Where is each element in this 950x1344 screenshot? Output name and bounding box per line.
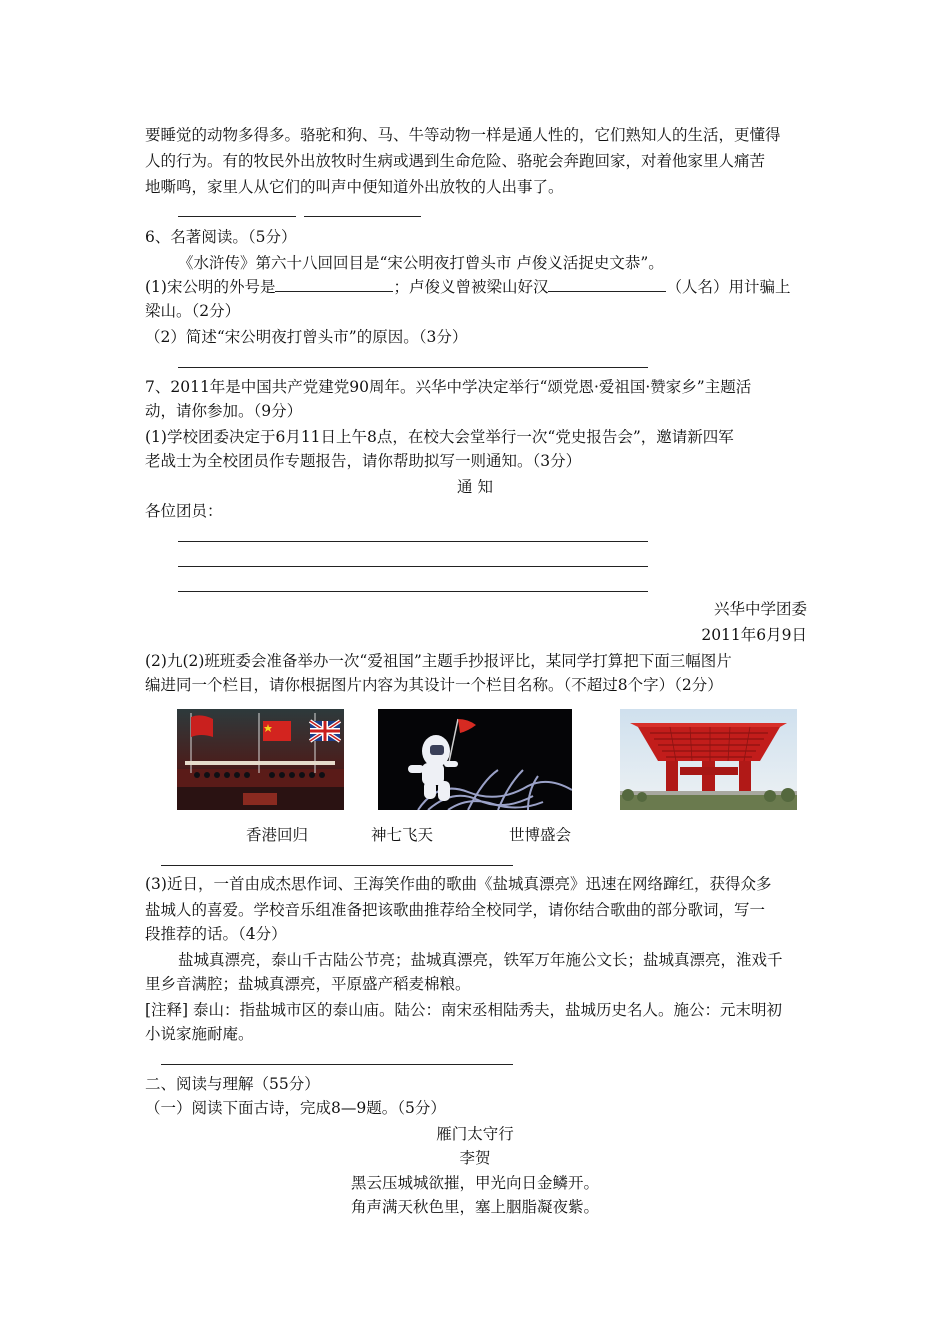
paragraph-line: 要睡觉的动物多得多。骆驼和狗、马、牛等动物一样是通人性的，它们熟知人的生活，更懂得 — [145, 126, 781, 144]
question-6-title: 6、名著阅读。（5分） — [145, 228, 297, 246]
notice-title: 通 知 — [457, 478, 493, 496]
answer-blank[interactable] — [548, 277, 666, 292]
song-lyrics: 盐城真漂亮，泰山千古陆公节亮；盐城真漂亮，铁军万年施公文长；盐城真漂亮，淮戏千 — [178, 951, 783, 969]
notice-date: 2011年6月9日 — [701, 626, 807, 644]
question-6-intro: 《水浒传》第六十八回回目是“宋公明夜打曾头市 卢俊义活捉史文恭”。 — [178, 254, 664, 272]
answer-line[interactable] — [161, 1064, 513, 1065]
answer-line[interactable] — [178, 367, 648, 368]
question-7-part-3: (3)近日，一首由成杰思作词、王海笑作曲的歌曲《盐城真漂亮》迅速在网络蹿红，获得众多 — [145, 875, 772, 893]
poem-line: 黑云压城城欲摧，甲光向日金鳞开。 — [350, 1174, 599, 1192]
question-7-title: 7、2011年是中国共产党建党90周年。兴华中学决定举行“颂党恩·爱祖国·赞家乡”主题活 — [145, 378, 752, 396]
section-2-sub: （一）阅读下面古诗，完成8—9题。（5分） — [145, 1099, 446, 1117]
hong-kong-handover-photo — [177, 709, 344, 810]
answer-blank[interactable] — [178, 216, 296, 217]
lyrics-note-cont: 小说家施耐庵。 — [145, 1025, 254, 1043]
question-6-part-1: (1)宋公明的外号是 ；卢俊义曾被梁山好汉 （人名）用计骗上 — [145, 278, 791, 296]
caption-hong-kong: 香港回归 — [246, 826, 309, 844]
song-lyrics-cont: 里乡音满腔；盐城真漂亮，平原盛产稻麦棉粮。 — [145, 975, 471, 993]
notice-salutation: 各位团员： — [145, 502, 223, 520]
caption-shenzhou: 神七飞天 — [371, 826, 434, 844]
answer-line[interactable] — [178, 541, 648, 542]
answer-blank[interactable] — [304, 216, 421, 217]
paragraph-line: 地嘶鸣，家里人从它们的叫声中便知道外出放牧的人出事了。 — [145, 178, 564, 196]
section-2-heading: 二、阅读与理解（55分） — [145, 1075, 320, 1093]
notice-signer: 兴华中学团委 — [713, 600, 807, 618]
shenzhou-7-spacewalk-photo — [378, 709, 572, 810]
question-6-part-2: （2）简述“宋公明夜打曾头市”的原因。（3分） — [145, 328, 468, 346]
question-6-part-1-cont: 梁山。（2分） — [145, 302, 241, 320]
answer-line[interactable] — [178, 591, 648, 592]
question-7-part-1-cont: 老战士为全校团员作专题报告，请你帮助拟写一则通知。（3分） — [145, 452, 582, 470]
poem-author: 李贺 — [459, 1149, 491, 1167]
question-7-part-2-cont: 编进同一个栏目，请你根据图片内容为其设计一个栏目名称。（不超过8个字）（2分） — [145, 676, 723, 694]
answer-line[interactable] — [161, 865, 513, 866]
caption-expo: 世博盛会 — [509, 826, 572, 844]
lyrics-note: [注释] 泰山：指盐城市区的泰山庙。陆公：南宋丞相陆秀夫，盐城历史名人。施公：元末明初 — [145, 1001, 783, 1019]
paragraph-line: 人的行为。有的牧民外出放牧时生病或遇到生命危险、骆驼会奔跑回家，对着他家里人痛苦 — [145, 152, 766, 170]
question-7-part-2: (2)九(2)班班委会准备举办一次“爱祖国”主题手抄报评比，某同学打算把下面三幅图片 — [145, 652, 732, 670]
question-7-title-cont: 动，请你参加。（9分） — [145, 402, 303, 420]
question-7-part-3-cont: 盐城人的喜爱。学校音乐组准备把该歌曲推荐给全校同学，请你结合歌曲的部分歌词，写一 — [145, 901, 766, 919]
question-7-part-1: (1)学校团委决定于6月11日上午8点，在校大会堂举行一次“党史报告会”，邀请新四军 — [145, 428, 734, 446]
answer-line[interactable] — [178, 566, 648, 567]
poem-line: 角声满天秋色里，塞上胭脂凝夜紫。 — [350, 1198, 599, 1216]
question-7-part-3-cont: 段推荐的话。（4分） — [145, 925, 287, 943]
poem-title: 雁门太守行 — [436, 1125, 514, 1143]
expo-china-pavilion-photo — [620, 709, 797, 810]
answer-blank[interactable] — [275, 277, 393, 292]
